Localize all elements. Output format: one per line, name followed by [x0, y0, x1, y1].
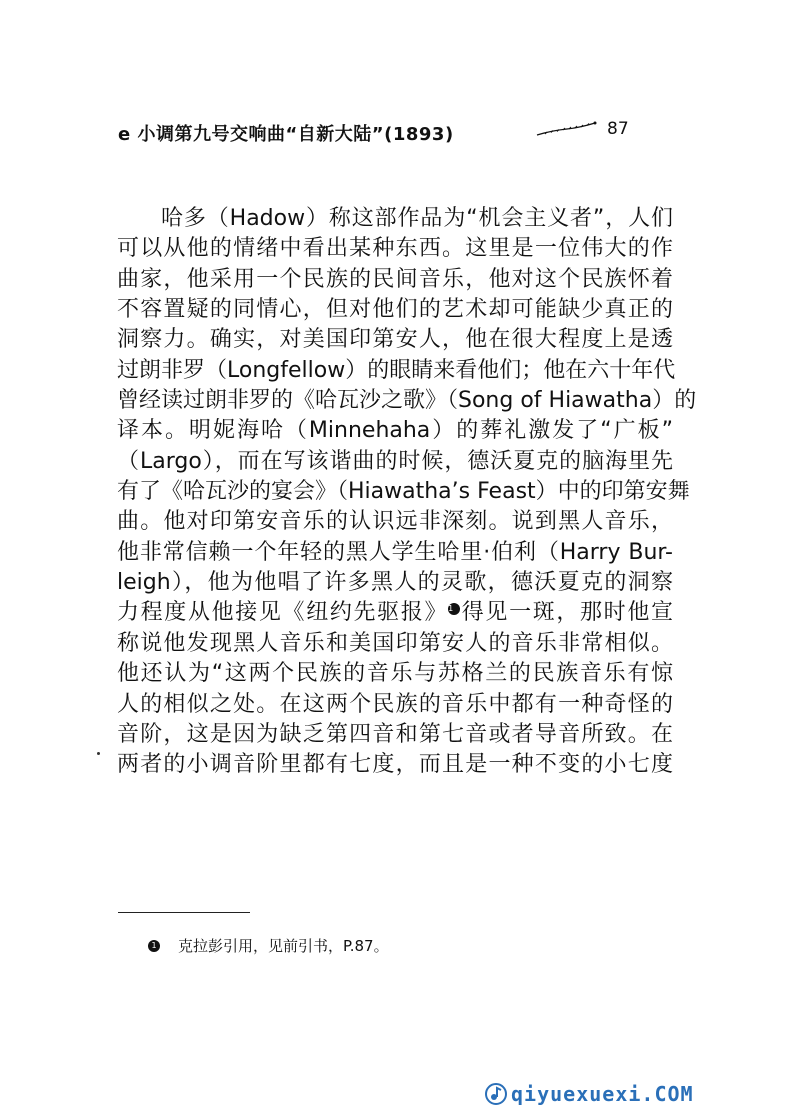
text-line: 人的相似之处。在这两个民族的音乐中都有一种奇怪的 — [117, 691, 673, 717]
text-line: 洞察力。确实，对美国印第安人，他在很大程度上是透 — [117, 327, 673, 353]
running-header-title: e 小调第九号交响曲“自新大陆”(1893) — [118, 124, 454, 145]
footnote-marker: 1 — [148, 940, 160, 952]
music-note-icon — [485, 1083, 507, 1105]
text-line: 两者的小调音阶里都有七度，而且是一种不变的小七度 — [117, 752, 673, 778]
text-line: 曲。他对印第安音乐的认识远非深刻。说到黑人音乐， — [117, 509, 673, 535]
text-line: 哈多（Hadow）称这部作品为“机会主义者”，人们 — [161, 206, 673, 231]
body-paragraph — [117, 204, 697, 781]
site-watermark — [485, 1082, 694, 1106]
text-line: 他非常信赖一个年轻的黑人学生哈里·伯利（Harry Bur- — [117, 539, 673, 565]
text-line: 可以从他的情绪中看出某种东西。这里是一位伟大的作 — [117, 236, 673, 262]
text-line-with-footnote — [117, 598, 673, 628]
text-segment: 力程度从他接见《纽约先驱报》 — [117, 600, 449, 626]
footnote-reference[interactable]: 1 — [448, 603, 460, 615]
running-header — [118, 118, 678, 148]
text-line: 译本。明妮海哈（Minnehaha）的葬礼激发了“广板” — [117, 418, 673, 444]
footnote — [148, 935, 389, 956]
text-line: 称说他发现黑人音乐和美国印第安人的音乐非常相似。 — [117, 630, 673, 656]
text-line: 曲家，他采用一个民族的民间音乐，他对这个民族怀着 — [117, 266, 673, 292]
text-line: leigh），他为他唱了许多黑人的灵歌，德沃夏克的洞察 — [117, 570, 673, 596]
watermark-text: qiyuexuexi.COM — [511, 1082, 694, 1106]
footnote-text: 克拉彭引用，见前引书，P.87。 — [178, 937, 389, 955]
text-line: 过朗非罗（Longfellow）的眼睛来看他们；他在六十年代 — [117, 357, 676, 383]
flourish-icon — [535, 120, 599, 138]
text-line: 有了《哈瓦沙的宴会》（Hiawatha’s Feast）中的印第安舞 — [117, 479, 690, 505]
text-line: 音阶，这是因为缺乏第四音和第七音或者导音所致。在 — [117, 721, 673, 747]
text-line: （Largo），而在写该谐曲的时候，德沃夏克的脑海里先 — [117, 448, 673, 474]
footnote-divider — [118, 912, 250, 913]
margin-mark — [97, 752, 100, 755]
text-line: 他还认为“这两个民族的音乐与苏格兰的民族音乐有惊 — [117, 661, 673, 687]
text-line: 不容置疑的同情心，但对他们的艺术却可能缺少真正的 — [117, 297, 673, 323]
text-segment: 得见一斑，那时他宣 — [460, 600, 673, 626]
text-line: 曾经读过朗非罗的《哈瓦沙之歌》（Song of Hiawatha）的 — [117, 388, 697, 414]
page-number: 87 — [607, 119, 629, 139]
